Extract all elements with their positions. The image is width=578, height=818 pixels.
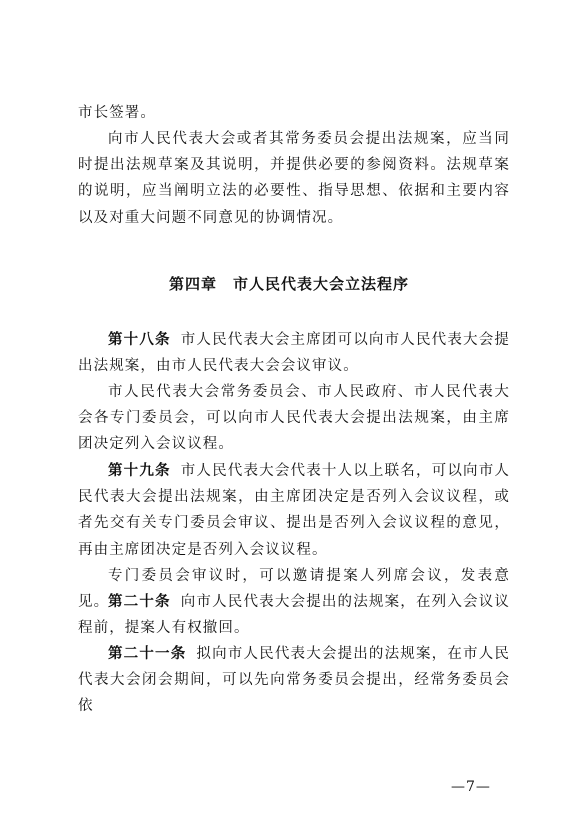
article-19 xyxy=(78,458,510,563)
paragraph-text: 向市人民代表大会或者其常务委员会提出法规案，应当同时提出法规草案及其说明，并提供必要的参阅资料。法规草案的说明，应当阐明立法的必要性、指导思想、依据和主要内容以及对重大问题不同意见的协调情况。 xyxy=(78,131,510,226)
article-text: 拟向市人民代表大会提出的法规案，在市人民代表大会闭会期间，可以先向常务委员会提出，经常务委员会依 xyxy=(78,646,511,715)
paragraph-text: 市人民代表大会常务委员会、市人民政府、市人民代表大会各专门委员会，可以向市人民代表大会提出法规案，由主席团决定列入会议议程。 xyxy=(78,384,510,453)
article-text: 向市人民代表大会提出的法规案，在列入会议议程前，提案人有权撤回。 xyxy=(78,594,510,637)
paragraph-text: 市长签署。 xyxy=(78,105,156,121)
page-number: —7— xyxy=(451,779,491,795)
article-label: 第二十条 xyxy=(108,594,171,610)
article-label: 第十八条 xyxy=(108,332,171,348)
article-label: 第十九条 xyxy=(108,463,171,479)
article-20 xyxy=(78,589,510,641)
paragraph-text: 专门委员会审议时，可以邀请提案人列席会议，发表意见。 xyxy=(78,568,510,611)
article-18 xyxy=(78,327,510,379)
paragraph-submission-requirements xyxy=(78,126,510,231)
chapter-heading xyxy=(0,273,578,294)
article-label: 第二十一条 xyxy=(108,646,187,662)
article-text: 市人民代表大会主席团可以向市人民代表大会提出法规案，由市人民代表大会会议审议。 xyxy=(78,332,510,375)
paragraph-proposers xyxy=(78,379,510,458)
chapter-number: 第四章 xyxy=(168,275,217,293)
paragraph-continuation xyxy=(78,100,510,126)
article-text: 市人民代表大会代表十人以上联名，可以向市人民代表大会提出法规案，由主席团决定是否列入会议议程，或者先交有关专门委员会审议、提出是否列入会议议程的意见，再由主席团决定是否列入会议议程。 xyxy=(78,463,510,558)
chapter-title: 市人民代表大会立法程序 xyxy=(233,275,410,293)
article-21 xyxy=(78,641,510,720)
